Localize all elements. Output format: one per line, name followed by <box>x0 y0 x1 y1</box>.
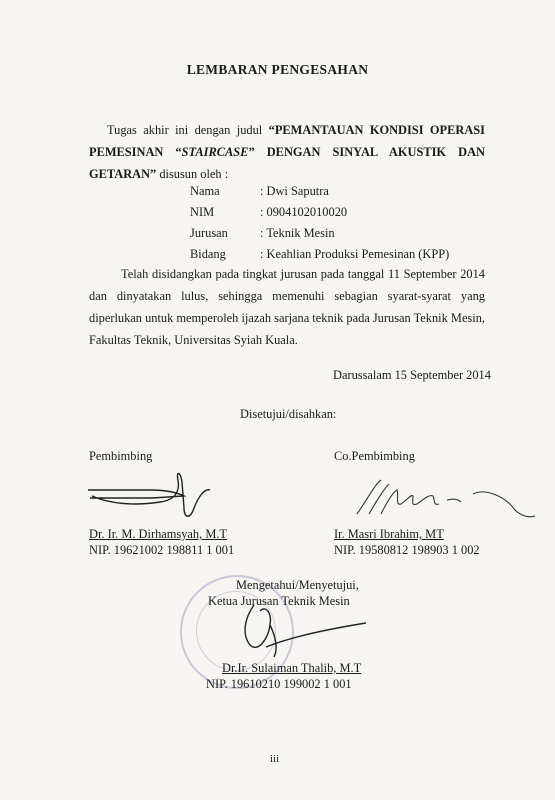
place-date: Darussalam 15 September 2014 <box>333 368 491 382</box>
head-signature <box>236 595 376 665</box>
thesis-title-italic: STAIRCASE <box>181 145 249 159</box>
field-label-nim: NIM <box>190 205 215 219</box>
body-text: Telah disidangkan pada tingkat jurusan pada tanggal 11 September 2014 dan dinyatakan lulus, sehingga memenuhi sebagian syarat-syarat yang diperlukan untuk memperoleh ijazah sarjana teknik pada Jurusan Teknik Mesin, Fakultas Teknik, Universitas Syiah Kuala. <box>89 267 485 347</box>
approval-heading: Disetujui/disahkan: <box>240 407 337 421</box>
field-label-department: Jurusan <box>190 226 228 240</box>
co-supervisor-nip: NIP. 19580812 198903 1 002 <box>334 543 480 557</box>
page-number: iii <box>270 753 280 765</box>
co-supervisor-name: Ir. Masri Ibrahim, MT <box>334 527 444 541</box>
head-nip: NIP. 19610210 199002 1 001 <box>206 677 352 691</box>
field-value-department: : Teknik Mesin <box>260 226 335 240</box>
page-title: LEMBARAN PENGESAHAN <box>186 62 369 77</box>
body-paragraph <box>89 263 485 351</box>
field-label-field: Bidang <box>190 247 226 261</box>
co-supervisor-role: Co.Pembimbing <box>334 449 415 463</box>
field-value-nim: : 0904102010020 <box>260 205 348 219</box>
supervisor-name: Dr. Ir. M. Dirhamsyah, M.T <box>89 527 228 541</box>
supervisor-role: Pembimbing <box>89 449 153 463</box>
thesis-title-part2: ” DENGAN SINYAL AKUSTIK DAN GETARAN” <box>89 145 485 181</box>
thesis-title-part1: “PEMANTAUAN KONDISI OPERASI PEMESINAN “ <box>89 123 486 159</box>
intro-paragraph <box>89 119 485 185</box>
co-supervisor-signature <box>355 470 535 530</box>
head-title: Ketua Jurusan Teknik Mesin <box>208 594 350 608</box>
head-name: Dr.Ir. Sulaiman Thalib, M.T <box>222 661 362 675</box>
field-label-name: Nama <box>190 184 220 198</box>
supervisor-nip: NIP. 19621002 198811 1 001 <box>89 543 235 557</box>
intro-prefix: Tugas akhir ini dengan judul <box>107 123 269 137</box>
intro-suffix: disusun oleh : <box>156 167 229 181</box>
field-value-field: : Keahlian Produksi Pemesinan (KPP) <box>260 247 450 261</box>
field-value-name: : Dwi Saputra <box>260 184 329 198</box>
head-acknowledgement: Mengetahui/Menyetujui, <box>236 578 359 592</box>
